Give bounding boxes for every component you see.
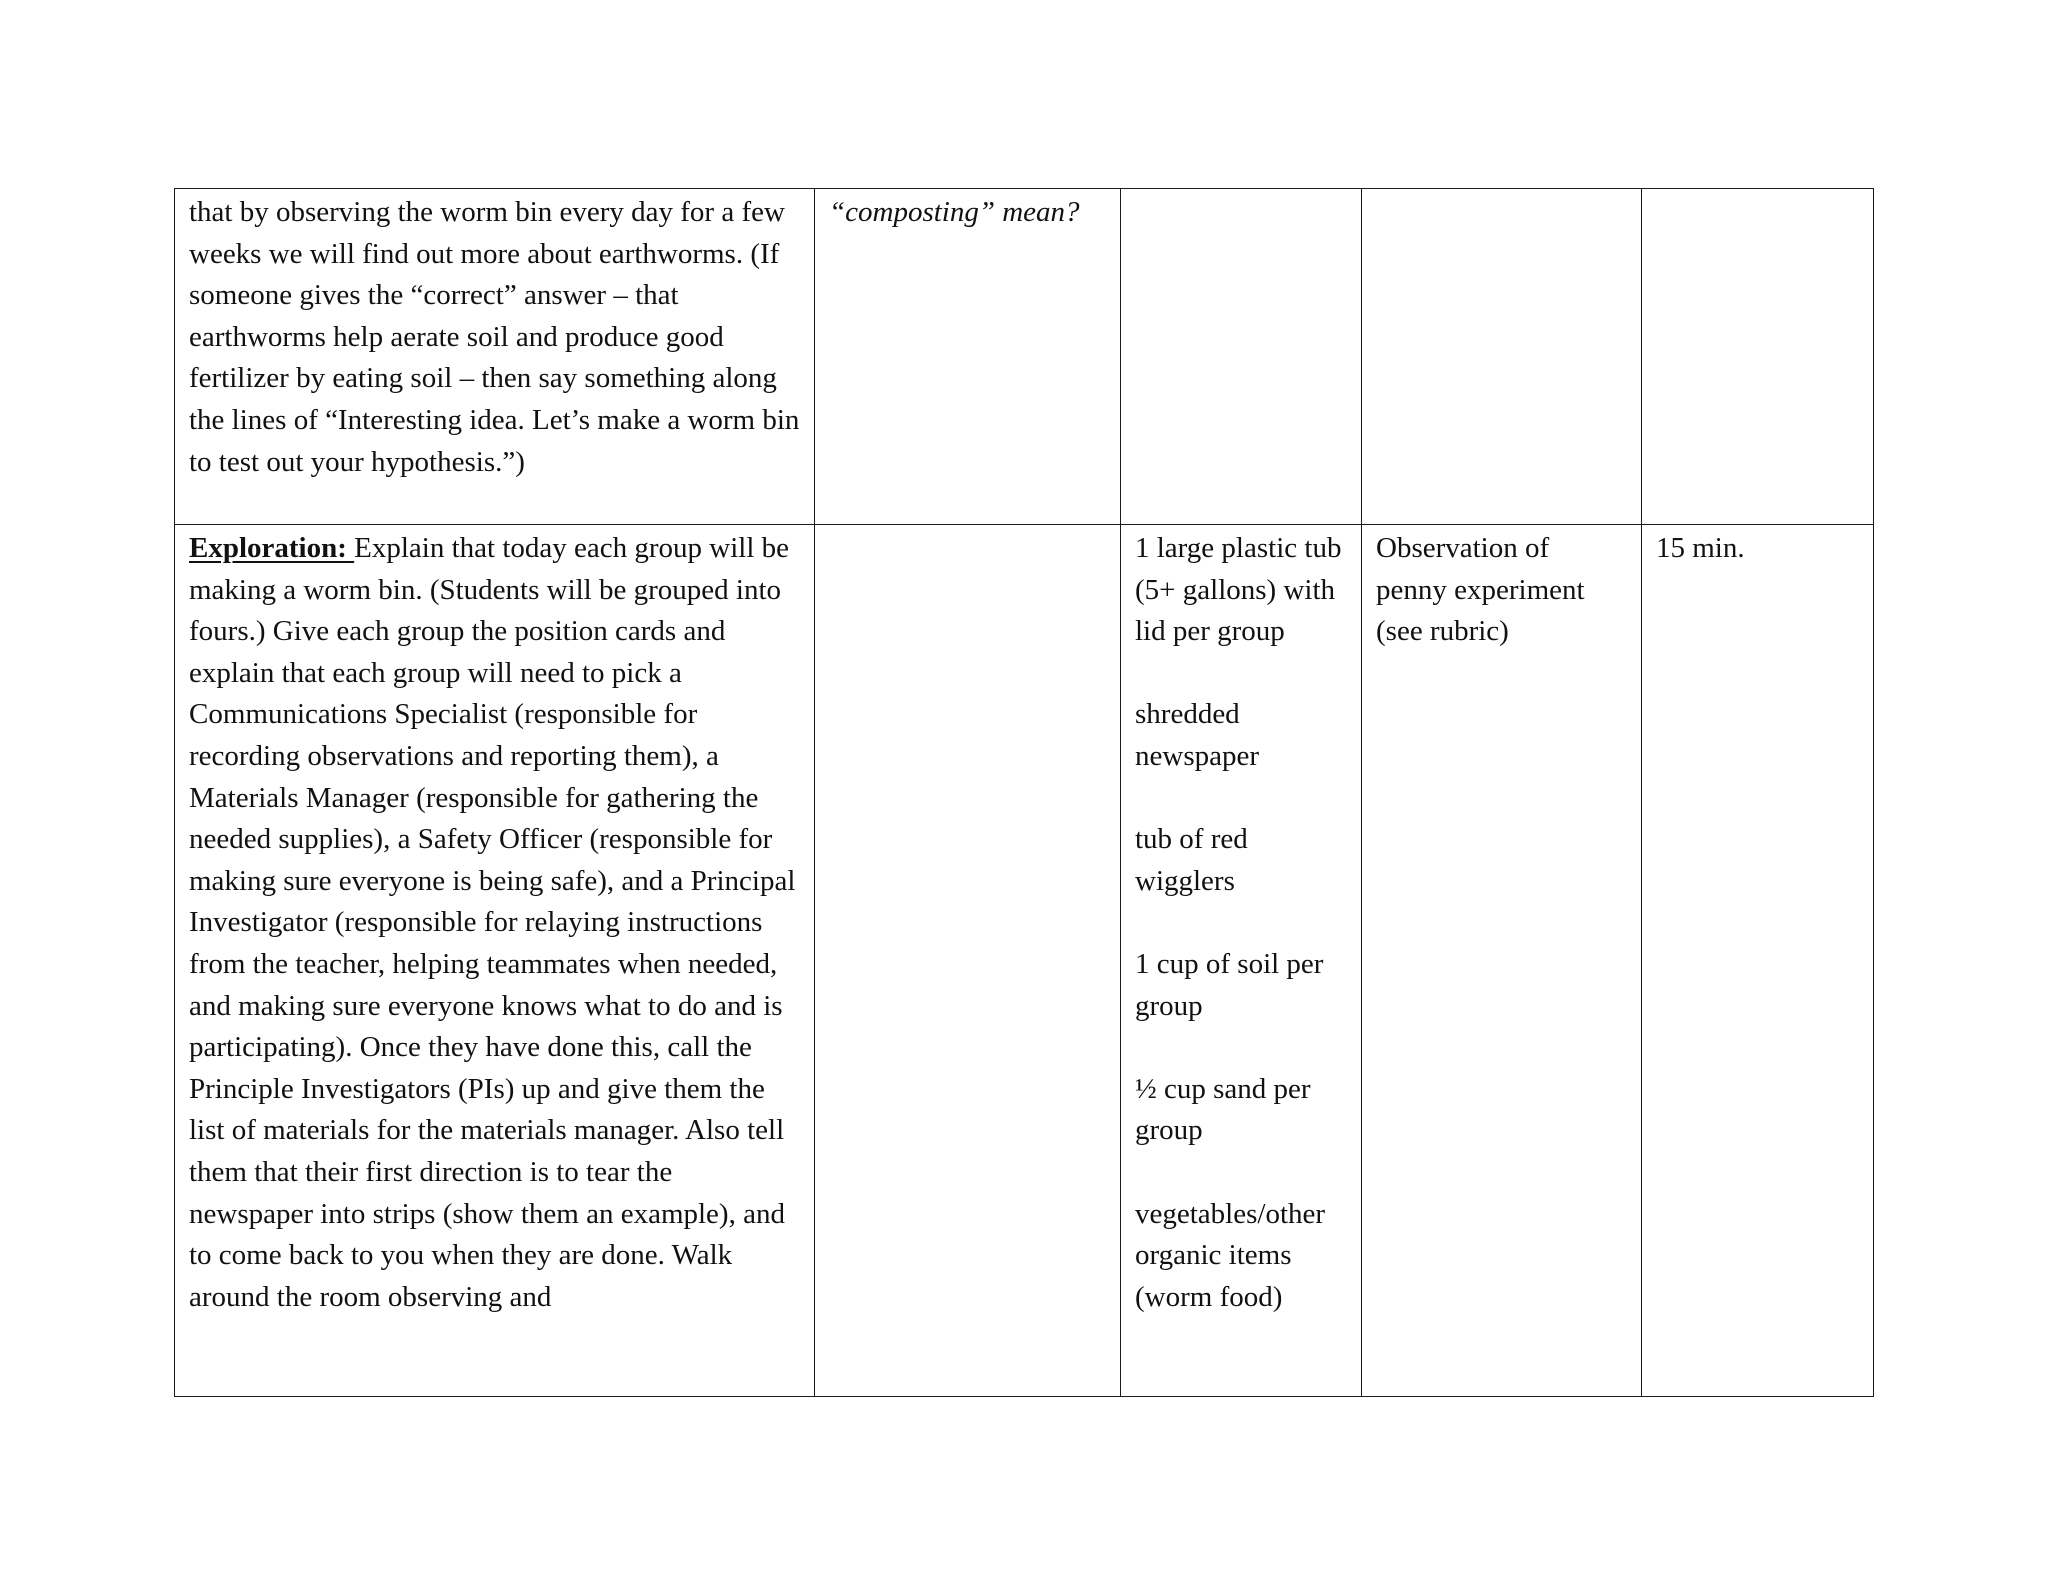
procedure-text: that by observing the worm bin every day for a few weeks we will find out more about earthworms. (If someone gives the “correct” answer – that earthworms help aerate soil and produce good fertilizer by eating soil – then say something along the lines of “Interesting idea. Let’s make a worm bin to test out your hypothesis.”) xyxy=(189,196,800,478)
procedure-cell xyxy=(175,525,815,1397)
assessment-cell xyxy=(1362,525,1642,1397)
questions-cell xyxy=(815,189,1121,525)
time-cell xyxy=(1642,525,1874,1397)
table-row xyxy=(175,525,1874,1397)
materials-text: 1 large plastic tub (5+ gallons) with lid per group shredded newspaper tub of red wigglers 1 cup of soil per group ½ cup sand per group vegetables/other organic items (worm food) xyxy=(1135,532,1342,1313)
lesson-plan-table xyxy=(174,188,1874,1397)
procedure-text: Explain that today each group will be making a worm bin. (Students will be grouped into fours.) Give each group the position cards and explain that each group will need to pick a Communications Specialist (responsible for recording observations and reporting them), a Materials Manager (responsible for gathering the needed supplies), a Safety Officer (responsible for making sure everyone is being safe), and a Principal Investigator (responsible for relaying instructions from the teacher, helping teammates when needed, and making sure everyone knows what to do and is participating). Once they have done this, call the Principle Investigators (PIs) up and give them the list of materials for the materials manager. Also tell them that their first direction is to tear the newspaper into strips (show them an example), and to come back to you when they are done. Walk around the room observing and xyxy=(189,532,796,1313)
materials-cell xyxy=(1121,525,1362,1397)
procedure-cell xyxy=(175,189,815,525)
questions-cell xyxy=(815,525,1121,1397)
materials-cell xyxy=(1121,189,1362,525)
time-text: 15 min. xyxy=(1656,532,1745,564)
table-row xyxy=(175,189,1874,525)
time-cell xyxy=(1642,189,1874,525)
section-label: Exploration: xyxy=(189,532,355,564)
questions-text: “composting” mean? xyxy=(829,196,1080,228)
assessment-text: Observation of penny experiment (see rubric) xyxy=(1376,532,1585,648)
assessment-cell xyxy=(1362,189,1642,525)
